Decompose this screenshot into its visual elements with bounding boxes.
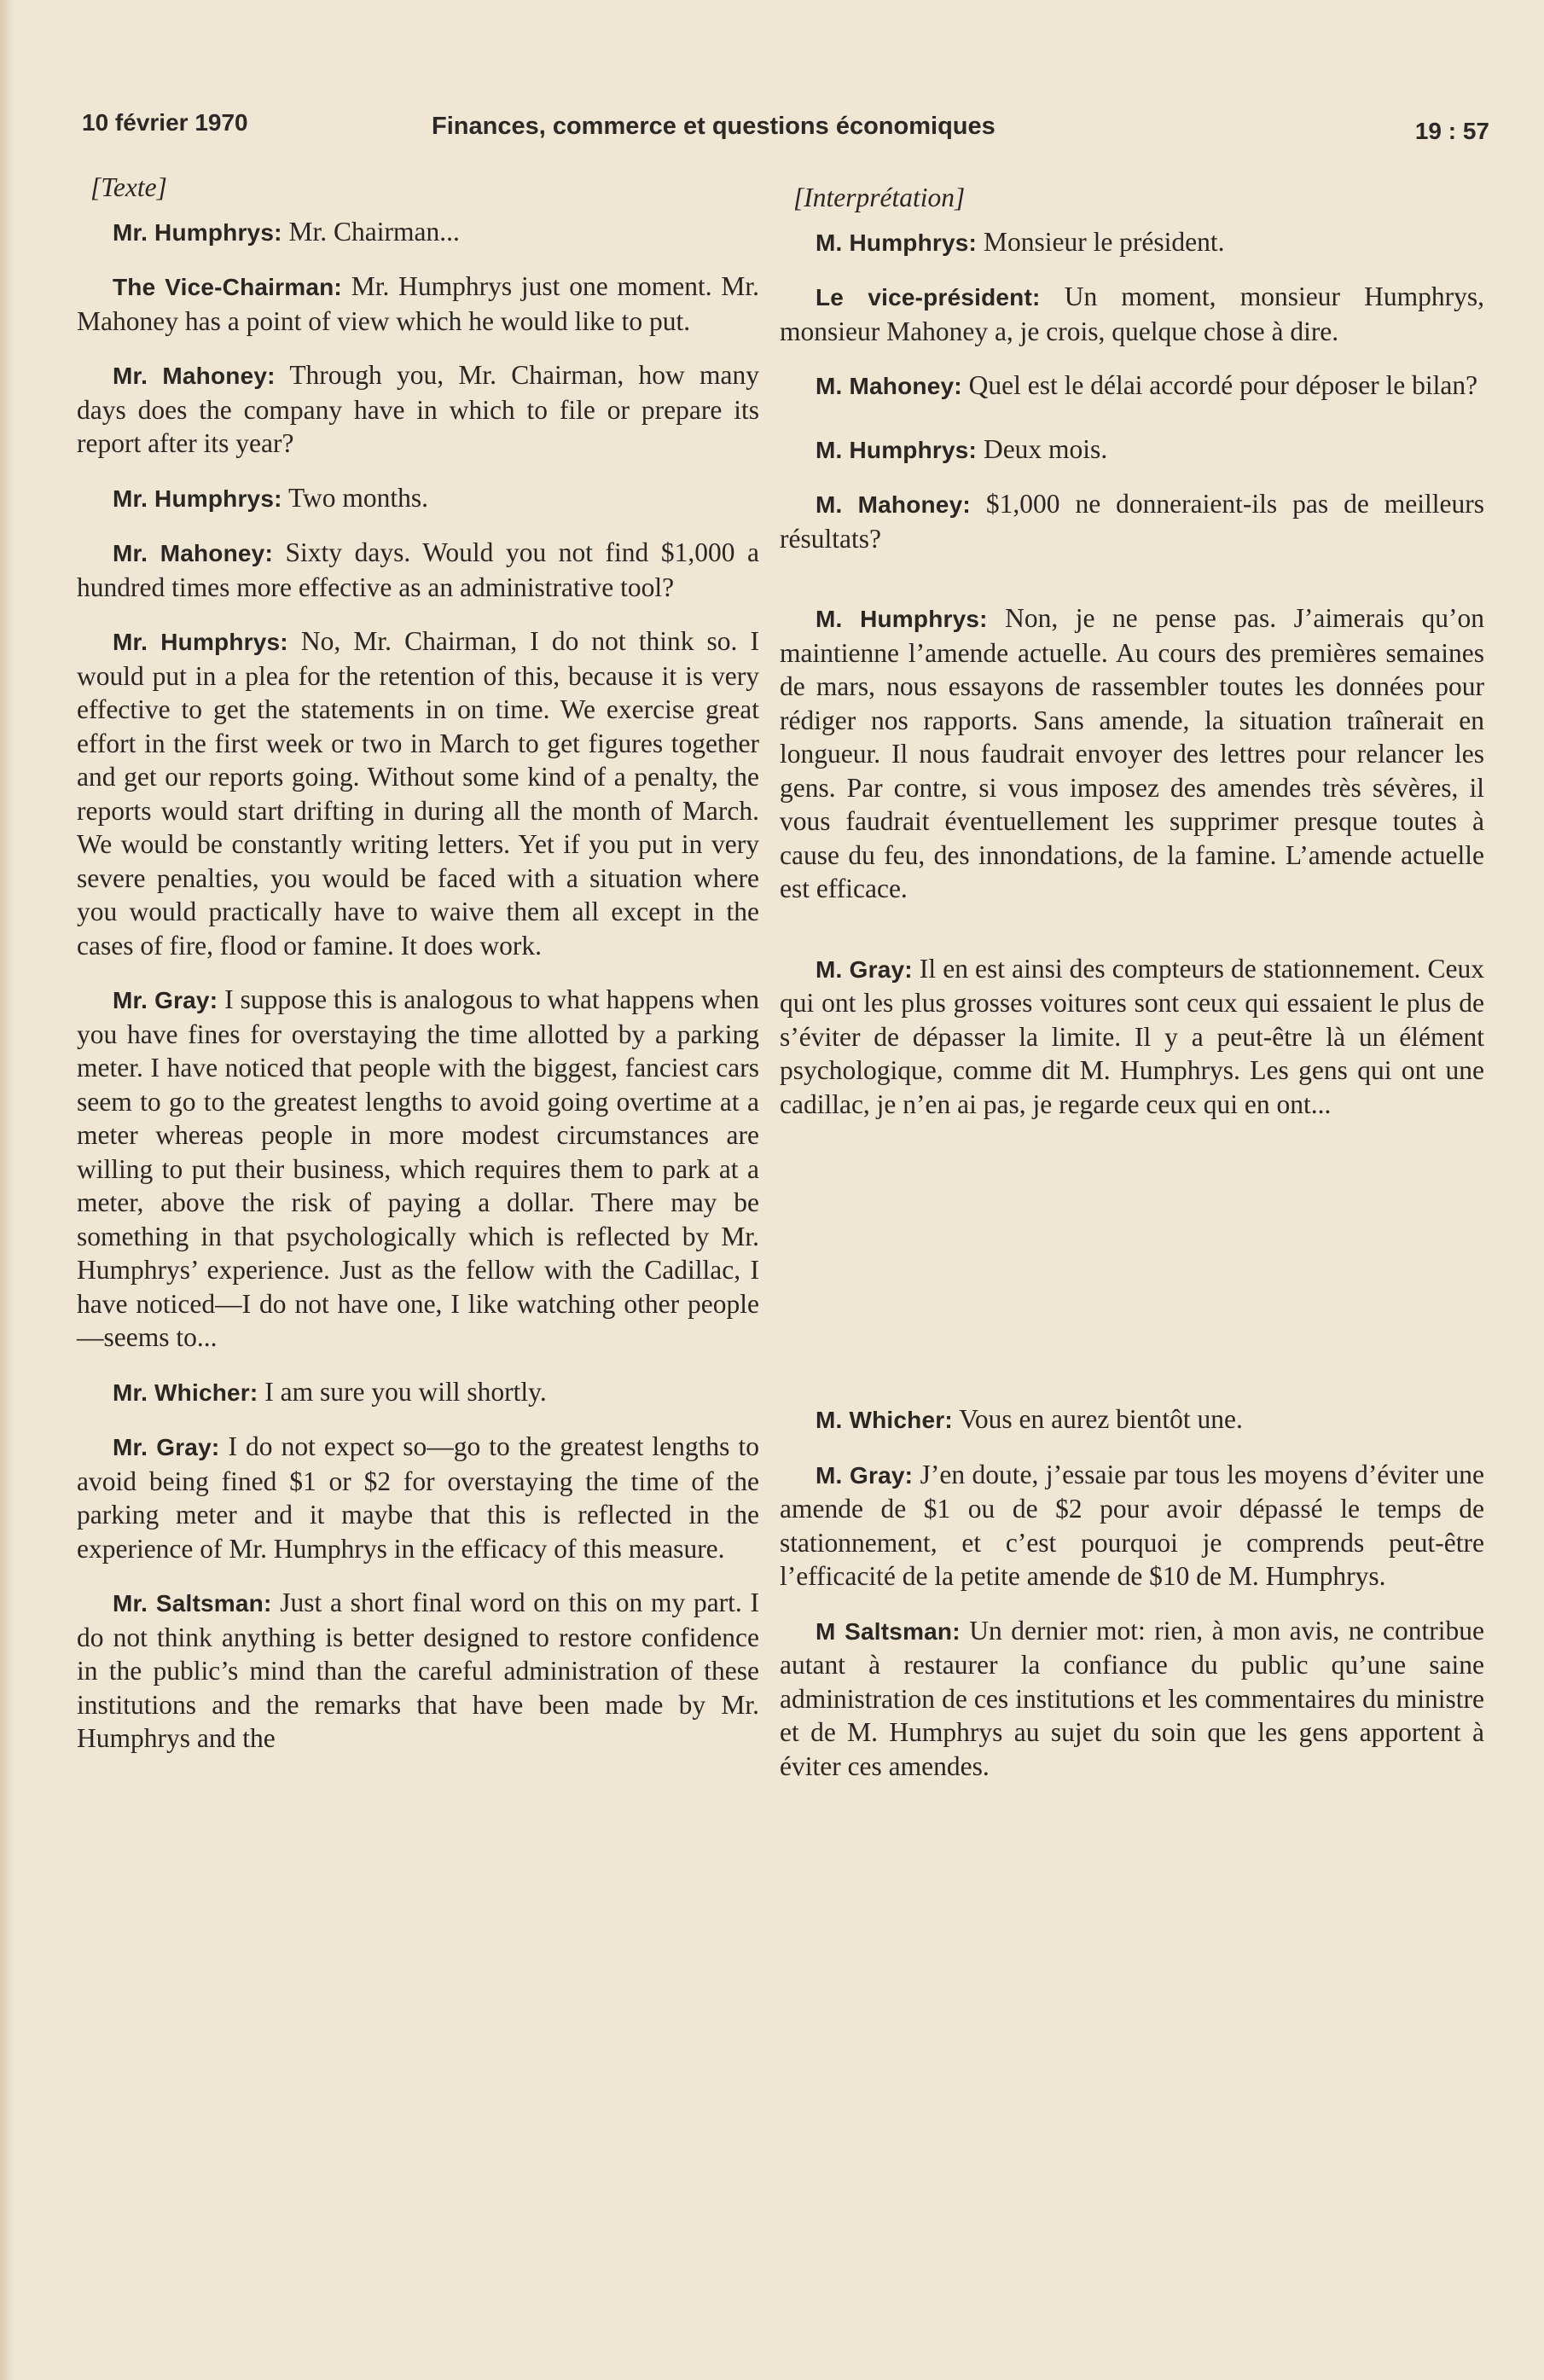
- transcript-paragraph: [780, 369, 1484, 403]
- speaker-name: M. Gray:: [816, 1461, 914, 1489]
- speaker-name: Mr. Gray:: [113, 1434, 220, 1460]
- transcript-paragraph: [780, 1402, 1484, 1437]
- speech-text: Through you, Mr. Chairman, how many days does the company have in which to file or prepare its report after its year?: [77, 360, 759, 458]
- speech-text: J’en doute, j’essaie par tous les moyens d’éviter une amende de $1 ou de $2 pour avoir dépassé le temps de stationnement, et c’est pourquoi je comprends peut-être l’efficacité de la petite amende de $10 de M. Humphrys.: [780, 1459, 1484, 1591]
- french-column: [780, 181, 1484, 1803]
- speaker-name: Mr. Saltsman:: [113, 1590, 272, 1617]
- speaker-name: Mr. Mahoney:: [113, 363, 276, 389]
- transcript-paragraph: [780, 952, 1484, 1122]
- speaker-name: M. Whicher:: [816, 1407, 953, 1433]
- speech-text: Monsieur le président.: [983, 226, 1225, 257]
- speaker-name: M. Humphrys:: [816, 436, 978, 463]
- transcript-paragraph: [780, 1614, 1484, 1784]
- transcript-paragraph: [77, 1586, 759, 1756]
- english-column: [77, 171, 759, 1776]
- speech-text: Quel est le délai accordé pour déposer le bilan?: [968, 370, 1478, 400]
- transcript-paragraph: [77, 481, 759, 516]
- speaker-name: Mr. Humphrys:: [113, 218, 282, 246]
- transcript-paragraph: [780, 601, 1484, 906]
- speaker-name: M. Mahoney:: [816, 373, 962, 399]
- speaker-name: M. Gray:: [816, 955, 913, 983]
- speech-text: Vous en aurez bientôt une.: [959, 1404, 1243, 1434]
- speech-text: Sixty days. Would you not find $1,000 a hundred times more effective as an administrative tool?: [77, 537, 759, 602]
- speaker-name: Mr. Whicher:: [113, 1379, 258, 1406]
- speech-text: Mr. Humphrys just one moment. Mr. Mahoney has a point of view which he would like to put.: [77, 271, 760, 336]
- speech-text: No, Mr. Chairman, I do not think so. I would put in a plea for the retention of this, because it is very effective to get the statements in on time. We exercise great effort in the first week or two in March to get figures together and get our reports going. Without some kind of a penalty, the reports would start drifting in during all the month of March. We would be constantly writing letters. Yet if you put in very severe penalties, you would be faced with a situation where you would practically have to waive them all except in the cases of fire, flood or famine. It does work.: [77, 626, 760, 961]
- page-binding-edge: [0, 0, 14, 2380]
- speech-text: Just a short final word on this on my part. I do not think anything is better designed to restore confidence in the public’s mind than the careful administration of these institutions and the remarks that have been made by Mr. Humphrys and the: [77, 1588, 759, 1753]
- speaker-name: M. Humphrys:: [816, 229, 978, 256]
- speech-text: Two months.: [287, 482, 429, 513]
- page-number: 19 : 57: [1414, 118, 1489, 144]
- speech-text: I do not expect so—go to the greatest lengths to avoid being fined $1 or $2 for overstaying the time of the parking meter and it maybe that this is reflected in the experience of Mr. Humphrys in the efficacy of this measure.: [77, 1431, 760, 1564]
- speech-text: Un dernier mot: rien, à mon avis, ne contribue autant à restaurer la confiance du public qu’une saine administration de ces institutions et les commentaires du ministre et de M. Humphrys au sujet du soin que les gens apportent à éviter ces amendes.: [780, 1615, 1484, 1781]
- speaker-name: Mr. Mahoney:: [113, 540, 273, 566]
- transcript-paragraph: [77, 1375, 759, 1410]
- speaker-name: M Saltsman:: [816, 1617, 961, 1645]
- speech-text: $1,000 ne donneraient-ils pas de meilleurs résultats?: [780, 489, 1485, 554]
- speech-text: I suppose this is analogous to what happens when you have fines for overstaying the time allotted by a parking meter. I have noticed that people with the biggest, fanciest cars seem to go to the greatest lengths to avoid going overtime at a meter whereas people in more modest circumstances are willing to put their business, which requires them to park at a meter, above the risk of paying a dollar. There may be something in that psychologically which is reflected by Mr. Humphrys’ experience. Just as the fellow with the Cadillac, I have noticed—I do not have one, I like watching other people—seems to...: [77, 984, 760, 1352]
- header-title: Finances, commerce et questions économiques: [432, 113, 995, 140]
- speech-text: I am sure you will shortly.: [264, 1376, 547, 1407]
- running-header: [82, 109, 1489, 152]
- transcript-paragraph: [780, 280, 1484, 348]
- transcript-paragraph: [77, 215, 759, 250]
- speaker-name: Mr. Gray:: [113, 987, 218, 1013]
- speech-text: Il en est ainsi des compteurs de stationnement. Ceux qui ont les plus grosses voitures sont ceux qui essaient le plus de s’éviter de dépasser la limite. Il y a peut-être là un élément psychologique, comme dit M. Humphrys. Les gens qui ont une cadillac, je n’en ai pas, je regarde ceux qui en ont...: [780, 953, 1484, 1119]
- speech-text: Un moment, monsieur Humphrys, monsieur Mahoney a, je crois, quelque chose à dire.: [780, 282, 1485, 346]
- speech-text: Deux mois.: [983, 433, 1108, 464]
- speaker-name: M. Humphrys:: [816, 606, 988, 632]
- transcript-paragraph: [77, 1430, 759, 1565]
- transcript-paragraph: [780, 432, 1484, 467]
- transcript-paragraph: [780, 1458, 1484, 1593]
- text-tag: [Texte]: [90, 172, 167, 202]
- transcript-paragraph: [77, 270, 759, 338]
- speaker-name: M. Mahoney:: [816, 491, 971, 518]
- transcript-paragraph: [780, 487, 1484, 555]
- transcript-paragraph: [77, 624, 759, 962]
- transcript-paragraph: [780, 225, 1484, 260]
- transcript-paragraph: [77, 983, 759, 1355]
- speaker-name: Mr. Humphrys:: [113, 629, 288, 655]
- speaker-name: Mr. Humphrys:: [113, 485, 282, 512]
- transcript-paragraph: [77, 358, 759, 461]
- speaker-name: Le vice-président:: [816, 284, 1041, 311]
- interpretation-tag: [Interprétation]: [793, 183, 966, 212]
- transcript-paragraph: [77, 536, 759, 604]
- speech-text: Mr. Chairman...: [288, 216, 460, 247]
- speech-text: Non, je ne pense pas. J’aimerais qu’on maintienne l’amende actuelle. Au cours des premières semaines de mars, nous essayons de rassembler toutes les données pour rédiger nos rapports. Sans amende, la situation traînerait en longueur. Il nous faudrait envoyer des lettres pour relancer les gens. Par contre, si vous imposez des amendes très sévères, il vous faudrait éventuellement les supprimer presque toutes à cause du feu, des innondations, de la famine. L’amende actuelle est efficace.: [780, 603, 1485, 903]
- speaker-name: The Vice-Chairman:: [113, 274, 342, 300]
- header-date: 10 février 1970: [82, 109, 248, 136]
